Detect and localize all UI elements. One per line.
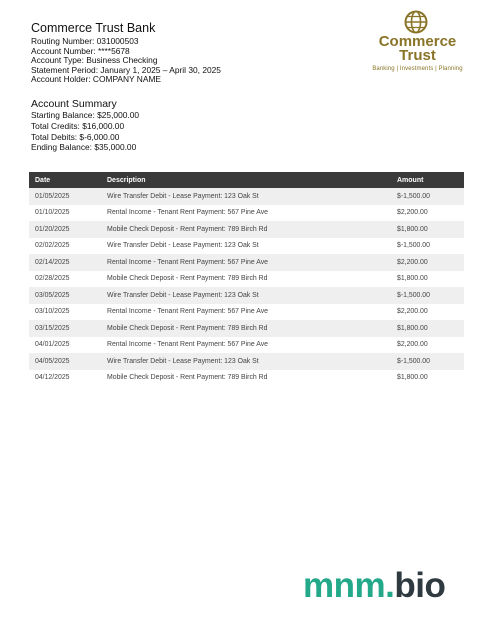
logo-word-commerce: Commerce (378, 33, 457, 50)
table-row (29, 238, 464, 255)
cell-amount: $-1,500.00 (397, 242, 430, 250)
table-header-row (29, 172, 464, 188)
cell-amount: $2,200.00 (397, 209, 428, 217)
cell-amount: $1,800.00 (391, 320, 464, 337)
cell-description: Mobile Check Deposit - Rent Payment: 789 Birch Rd (107, 374, 268, 382)
table-row (29, 221, 464, 238)
table-row (29, 287, 464, 304)
cell-description: Wire Transfer Debit - Lease Payment: 123 Oak St (101, 287, 391, 304)
cell-description: Rental Income - Tenant Rent Payment: 567 Pine Ave (101, 254, 391, 271)
total-credits: Total Credits: $16,000.00 (31, 120, 125, 131)
commerce-trust-logo (360, 10, 475, 76)
cell-amount: $1,800.00 (397, 275, 428, 283)
table-row (29, 271, 464, 288)
cell-date: 04/05/2025 (29, 353, 101, 370)
account-number: Account Number: ****5678 (31, 45, 130, 56)
table-row (29, 337, 464, 354)
cell-date: 03/05/2025 (29, 287, 101, 304)
cell-amount: $1,800.00 (391, 221, 464, 238)
cell-date: 03/10/2025 (35, 308, 70, 316)
cell-description: Mobile Check Deposit - Rent Payment: 789 Birch Rd (101, 320, 391, 337)
cell-date: 03/15/2025 (29, 320, 101, 337)
cell-description: Rental Income - Tenant Rent Payment: 567 Pine Ave (107, 308, 269, 316)
table-row (29, 320, 464, 337)
cell-date: 04/12/2025 (35, 374, 70, 382)
cell-description: Mobile Check Deposit - Rent Payment: 789 Birch Rd (107, 275, 268, 283)
logo-tagline: Banking | Investments | Planning (372, 66, 463, 72)
table-row (29, 353, 464, 370)
account-summary-title: Account Summary (31, 98, 117, 110)
cell-description: Wire Transfer Debit - Lease Payment: 123 Oak St (107, 242, 259, 250)
cell-amount: $2,200.00 (397, 341, 428, 349)
cell-description: Wire Transfer Debit - Lease Payment: 123 Oak St (101, 188, 391, 205)
account-type: Account Type: Business Checking (31, 55, 158, 66)
table-row (29, 254, 464, 271)
table-row (29, 205, 464, 222)
table-row (29, 370, 464, 387)
header-amount: Amount (391, 172, 464, 188)
logo-word-trust: Trust (399, 47, 436, 64)
cell-description: Rental Income - Tenant Rent Payment: 567 Pine Ave (107, 341, 269, 349)
cell-amount: $2,200.00 (397, 308, 428, 316)
transactions-table (29, 172, 464, 386)
ending-balance: Ending Balance: $35,000.00 (31, 142, 137, 153)
cell-amount: $-1,500.00 (391, 287, 464, 304)
cell-description: Rental Income - Tenant Rent Payment: 567 Pine Ave (107, 209, 269, 217)
cell-date: 02/28/2025 (35, 275, 70, 283)
cell-date: 02/02/2025 (35, 242, 70, 250)
cell-amount: $1,800.00 (397, 374, 428, 382)
header-description: Description (101, 172, 391, 188)
header-date: Date (29, 172, 101, 188)
cell-date: 01/20/2025 (29, 221, 101, 238)
cell-date: 02/14/2025 (29, 254, 101, 271)
cell-date: 04/01/2025 (35, 341, 70, 349)
account-details (31, 37, 221, 85)
mnm-bio-watermark (303, 566, 445, 606)
cell-date: 01/10/2025 (35, 209, 70, 217)
statement-period: Statement Period: January 1, 2025 – April 30, 2025 (31, 64, 221, 75)
account-summary (31, 110, 139, 153)
globe-icon (404, 10, 428, 34)
cell-amount: $-1,500.00 (391, 188, 464, 205)
total-debits: Total Debits: $-6,000.00 (31, 131, 120, 142)
watermark-part-bio: bio (394, 566, 446, 605)
table-row (29, 304, 464, 321)
cell-date: 01/05/2025 (29, 188, 101, 205)
cell-description: Mobile Check Deposit - Rent Payment: 789 Birch Rd (101, 221, 391, 238)
table-row (29, 188, 464, 205)
cell-amount: $-1,500.00 (391, 353, 464, 370)
routing-number: Routing Number: 031000503 (31, 36, 139, 46)
watermark-part-mnm: mnm. (303, 566, 395, 605)
starting-balance: Starting Balance: $25,000.00 (31, 110, 140, 120)
cell-description: Wire Transfer Debit - Lease Payment: 123 Oak St (101, 353, 391, 370)
bank-name: Commerce Trust Bank (31, 21, 156, 35)
account-holder: Account Holder: COMPANY NAME (31, 74, 162, 85)
cell-amount: $2,200.00 (391, 254, 464, 271)
